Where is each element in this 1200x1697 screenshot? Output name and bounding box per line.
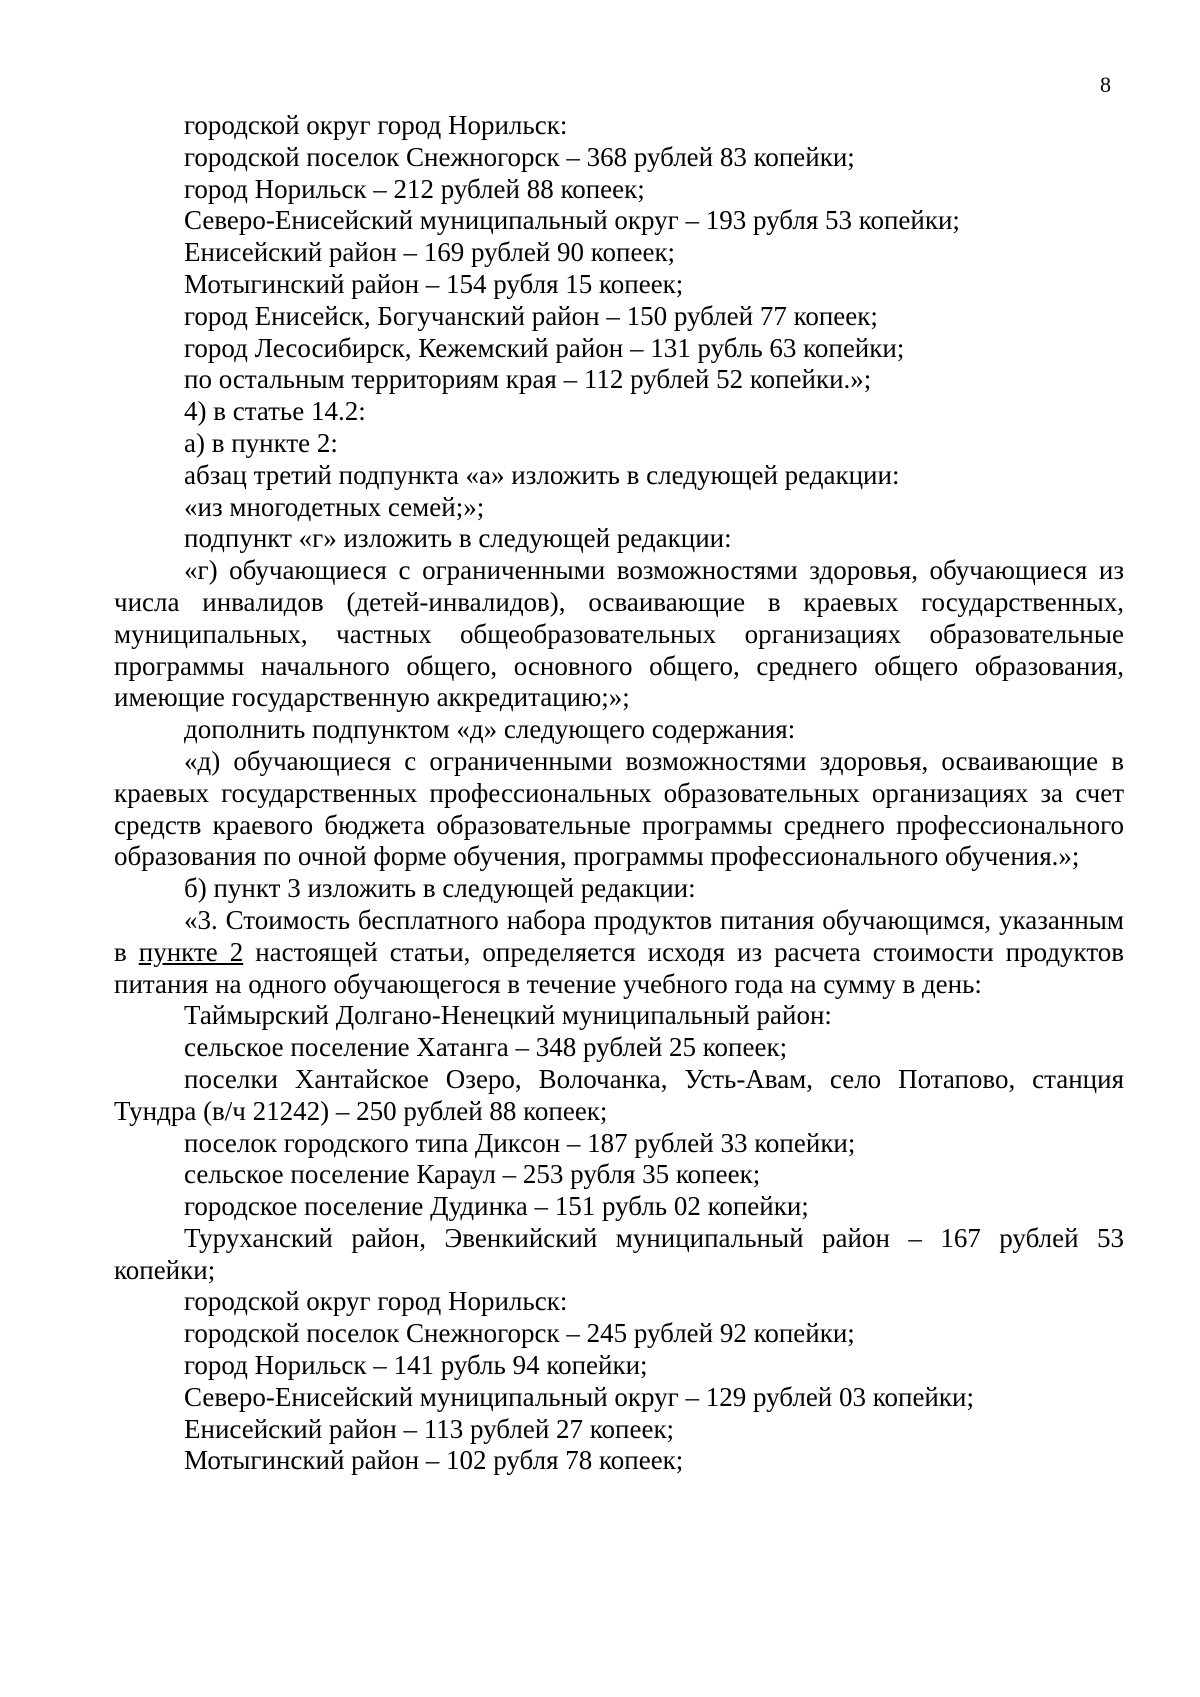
paragraph: подпункт «г» изложить в следующей редакции: [184, 523, 732, 554]
page-number: 8 [1100, 72, 1111, 97]
paragraph: Мотыгинский район – 102 рубля 78 копеек; [184, 1445, 684, 1476]
paragraph: город Енисейск, Богучанский район – 150 рублей 77 копеек; [184, 300, 878, 331]
paragraph: «г) обучающиеся с ограниченными возможностями здоровья, обучающиеся из числа инвалидов (детей-инвалидов), осваивающие в краевых государственных, муниципальных, частных общеобразовательных организациях образовательные программы начального общего, основного общего, среднего общего образования, имеющие государственную аккредитацию;»; [114, 555, 1124, 713]
paragraph: городской поселок Снежногорск – 368 рублей 83 копейки; [184, 141, 855, 172]
paragraph: «из многодетных семей;»; [184, 491, 485, 522]
paragraph: Енисейский район – 113 рублей 27 копеек; [184, 1413, 675, 1444]
paragraph: Таймырский Долгано-Ненецкий муниципальный район: [184, 1000, 832, 1031]
paragraph: абзац третий подпункта «а» изложить в следующей редакции: [184, 459, 900, 490]
paragraph: городской округ город Норильск: [184, 1286, 568, 1317]
document-body [114, 110, 1124, 1477]
paragraph: Мотыгинский район – 154 рубля 15 копеек; [184, 268, 684, 299]
paragraph: городской округ город Норильск: [184, 110, 568, 140]
paragraph: город Лесосибирск, Кежемский район – 131 рубль 63 копейки; [184, 332, 905, 363]
paragraph: сельское поселение Хатанга – 348 рублей 25 копеек; [184, 1032, 788, 1063]
paragraph: городское поселение Дудинка – 151 рубль 02 копейки; [184, 1191, 809, 1222]
paragraph: а) в пункте 2: [184, 427, 338, 458]
paragraph: Северо-Енисейский муниципальный округ – 193 рубля 53 копейки; [184, 205, 960, 236]
paragraph: поселки Хантайское Озеро, Волочанка, Усть-Авам, село Потапово, станция Тундра (в/ч 21242) – 250 рублей 88 копеек; [114, 1063, 1124, 1126]
paragraph: 4) в статье 14.2: [184, 396, 366, 427]
paragraph: сельское поселение Караул – 253 рубля 35 копеек; [184, 1159, 761, 1190]
article-link[interactable]: пункте 2 [138, 936, 244, 967]
paragraph: по остальным территориям края – 112 рублей 52 копейки.»; [184, 364, 872, 395]
paragraph: «д) обучающиеся с ограниченными возможностями здоровья, осваивающие в краевых государственных профессиональных образовательных организациях за счет средств краевого бюджета образовательные программы среднего профессионального образования по очной форме обучения, программы профессионального обучения.»; [114, 745, 1124, 872]
paragraph [114, 905, 1124, 1000]
paragraph: город Норильск – 212 рублей 88 копеек; [184, 173, 645, 204]
paragraph-text: настоящей статьи, определяется исходя из расчета стоимости продуктов питания на одного обучающегося в течение учебного года на сумму в день: [114, 936, 1125, 999]
paragraph: город Норильск – 141 рубль 94 копейки; [184, 1350, 648, 1381]
paragraph: б) пункт 3 изложить в следующей редакции: [184, 873, 696, 904]
paragraph: поселок городского типа Диксон – 187 рублей 33 копейки; [184, 1127, 856, 1158]
paragraph: Енисейский район – 169 рублей 90 копеек; [184, 237, 676, 268]
paragraph: Туруханский район, Эвенкийский муниципальный район – 167 рублей 53 копейки; [114, 1222, 1124, 1285]
paragraph: дополнить подпунктом «д» следующего содержания: [184, 714, 796, 745]
paragraph: городской поселок Снежногорск – 245 рублей 92 копейки; [184, 1318, 855, 1349]
paragraph-text: «3. Стоимость бесплатного набора продуктов питания обучающимся, указанным в [114, 904, 1124, 967]
paragraph: Северо-Енисейский муниципальный округ – 129 рублей 03 копейки; [184, 1381, 974, 1412]
